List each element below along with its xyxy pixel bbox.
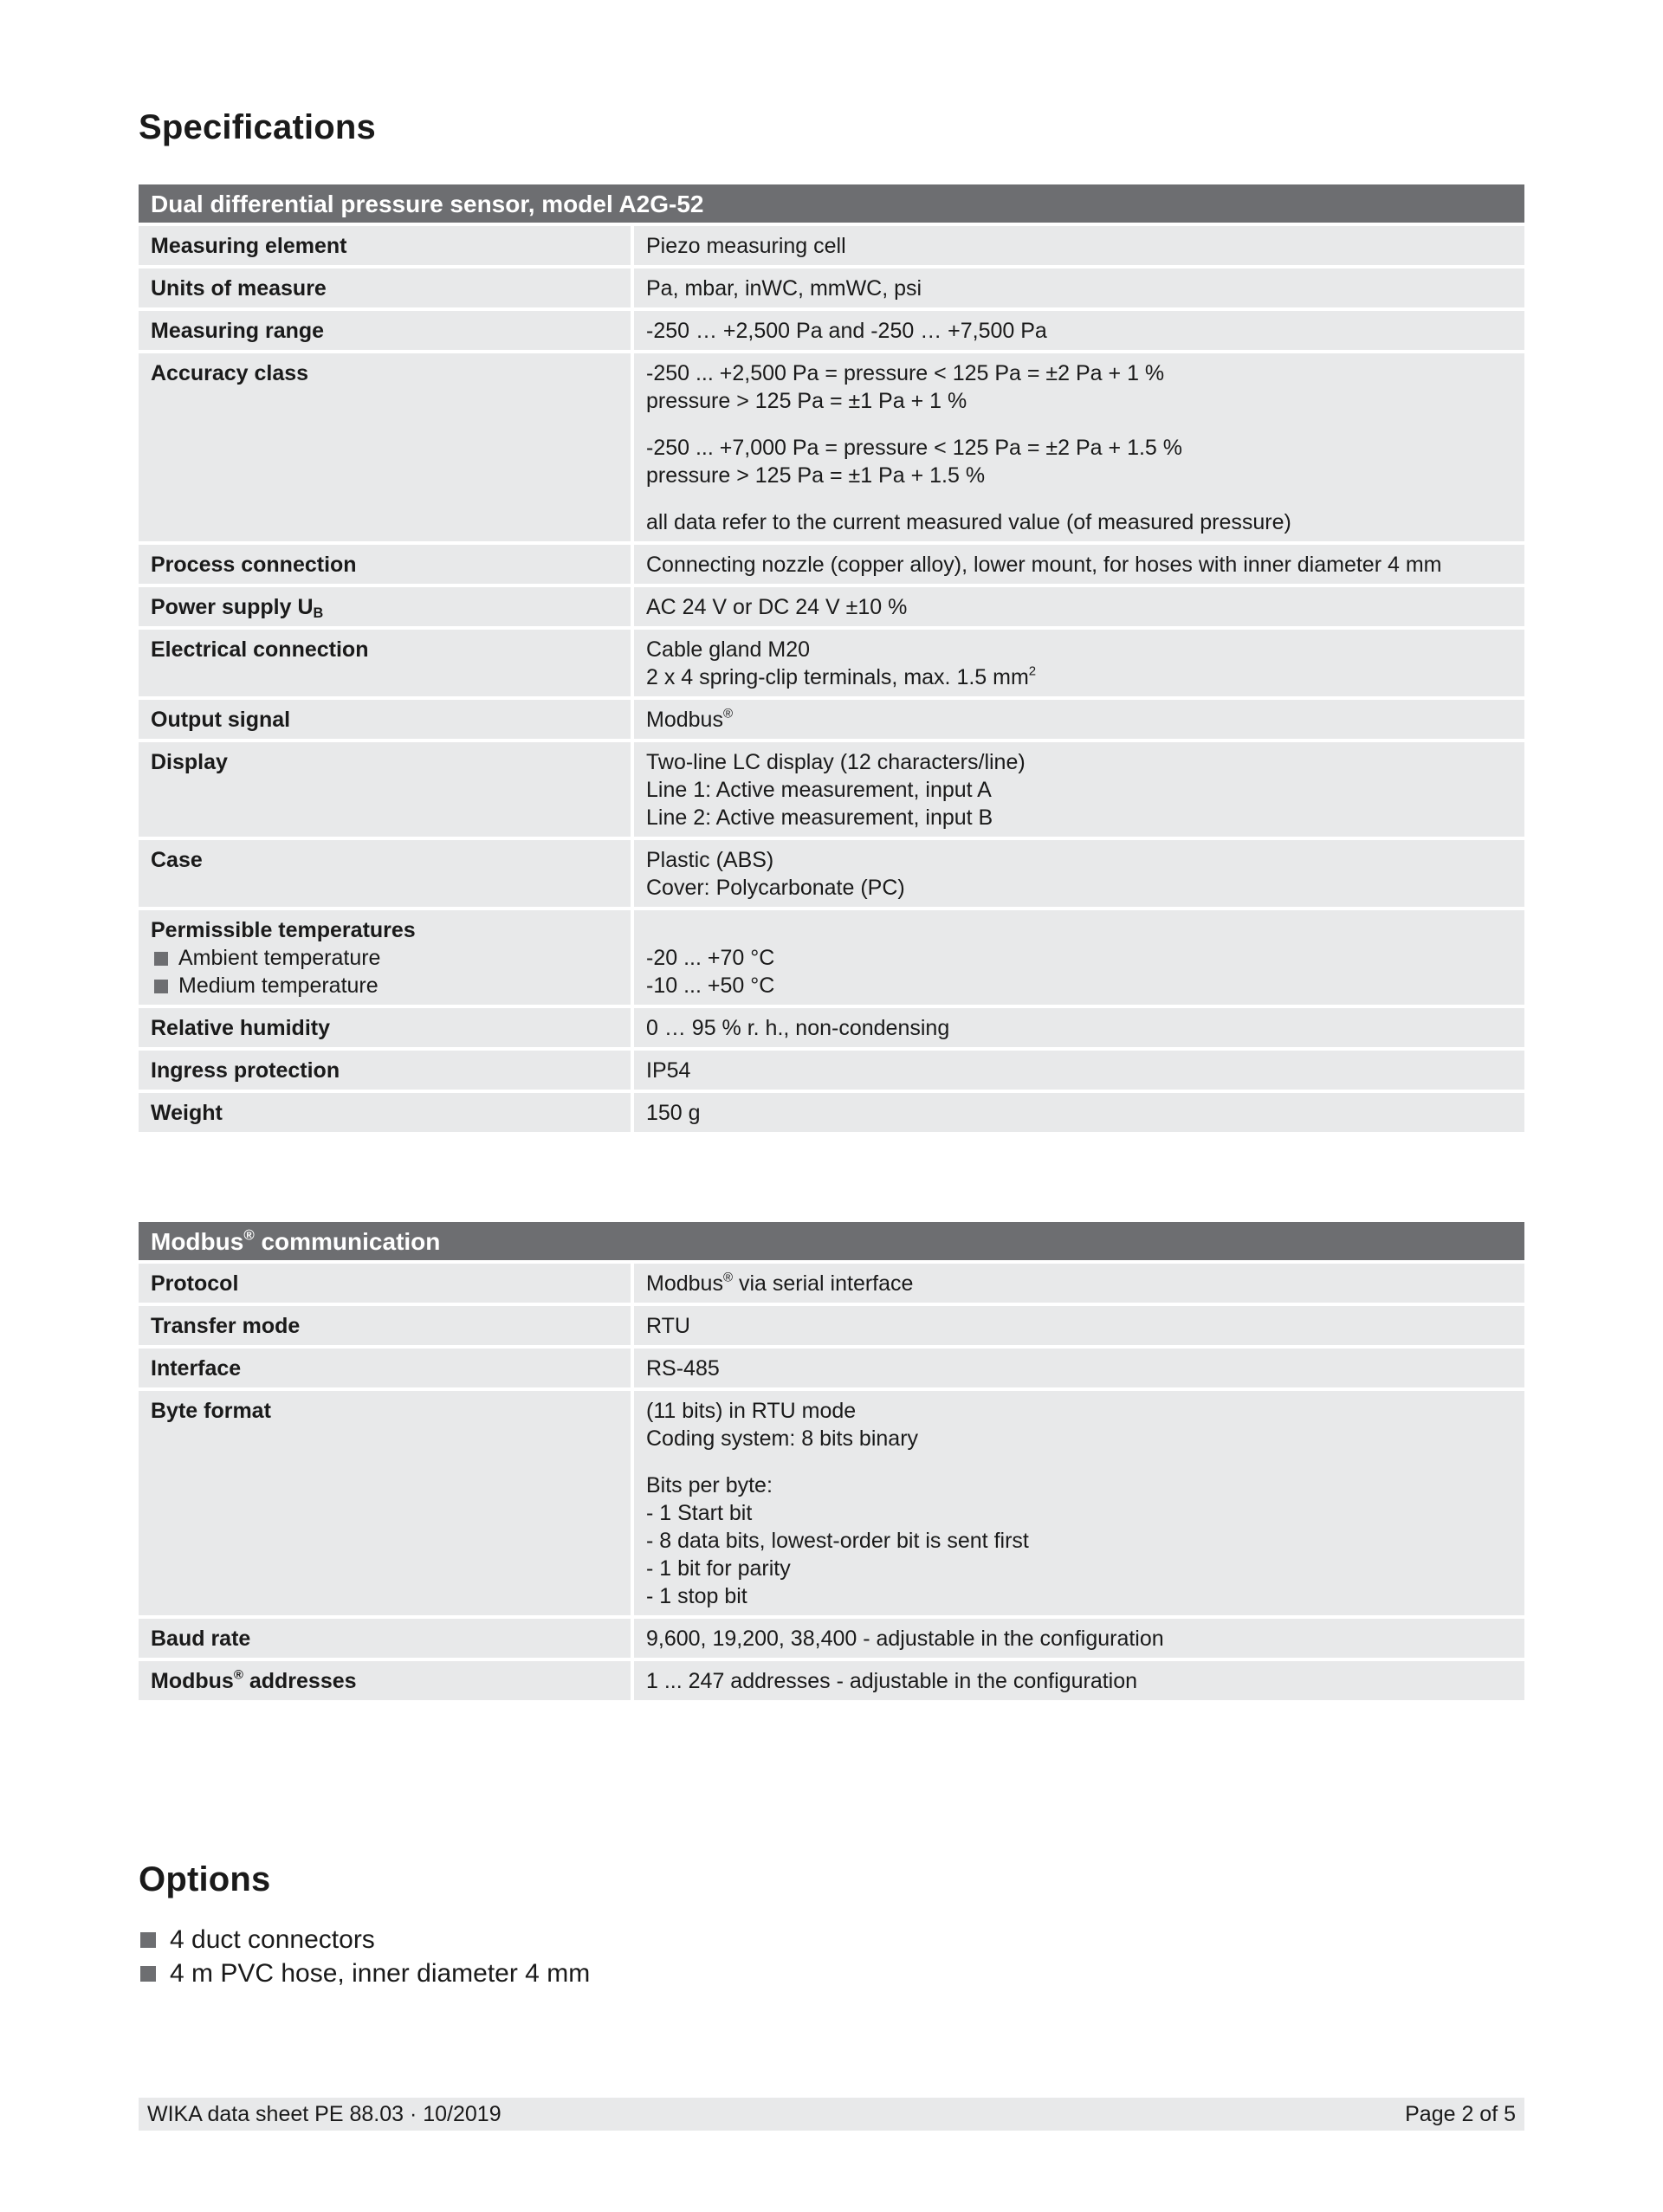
value-line: -250 ... +2,500 Pa = pressure < 125 Pa = ±2 Pa + 1 % [646,361,1165,385]
row-value [634,739,1524,837]
list-item: 4 duct connectors [139,1923,590,1957]
sensor-table-title: Dual differential pressure sensor, model A2G-52 [139,184,1524,223]
row-label: Output signal [139,696,634,739]
value-line: Line 1: Active measurement, input A [646,778,992,802]
table-row [139,1090,1524,1132]
list-item: 4 m PVC hose, inner diameter 4 mm [139,1957,590,1990]
row-value: 150 g [634,1090,1524,1132]
row-label: Measuring range [139,307,634,350]
table-row [139,1345,1524,1387]
row-label [139,584,634,626]
row-label [139,1658,634,1700]
row-value: 0 … 95 % r. h., non-condensing [634,1005,1524,1047]
value-line: Two-line LC display (12 characters/line) [646,750,1026,774]
row-value [634,626,1524,696]
value-line: pressure > 125 Pa = ±1 Pa + 1 % [646,389,967,413]
label-text: Modbus [151,1669,234,1693]
row-label: Weight [139,1090,634,1132]
value-line: Bits per byte: [646,1473,773,1497]
row-label: Units of measure [139,265,634,307]
row-value: IP54 [634,1047,1524,1090]
value-line: -20 ... +70 °C [646,946,775,970]
registered-mark: ® [722,706,734,721]
table-row [139,541,1524,584]
specifications-title: Specifications [139,108,376,146]
row-label: Baud rate [139,1615,634,1658]
page-footer [139,2098,1524,2131]
value-line: Coding system: 8 bits binary [646,1426,919,1451]
value-line: -10 ... +50 °C [646,973,775,998]
table-row [139,1658,1524,1700]
table-row [139,1047,1524,1090]
row-value [634,1260,1524,1303]
value-line [646,663,1512,691]
registered-mark: ® [722,1270,734,1285]
row-label: Relative humidity [139,1005,634,1047]
title-suffix: communication [254,1228,441,1255]
table-row [139,626,1524,696]
row-value: Piezo measuring cell [634,223,1524,265]
row-value: 1 ... 247 addresses - adjustable in the configuration [634,1658,1524,1700]
value-suffix: via serial interface [733,1271,914,1296]
value-line: - 1 Start bit [646,1501,753,1525]
row-label [139,907,634,1005]
value-line: Cover: Polycarbonate (PC) [646,876,905,900]
row-value [634,837,1524,907]
table-row [139,584,1524,626]
value-line: (11 bits) in RTU mode [646,1399,857,1423]
table-row [139,739,1524,837]
table-row [139,307,1524,350]
value-text: 2 x 4 spring-clip terminals, max. 1.5 mm [646,665,1029,689]
table-row [139,350,1524,541]
row-label: Measuring element [139,223,634,265]
label-subscript: B [313,605,324,622]
label-text: Power supply U [151,595,314,619]
value-line: all data refer to the current measured value (of measured pressure) [646,510,1291,534]
sub-label-medium: Medium temperature [151,972,618,999]
title-text: Modbus [151,1228,244,1255]
row-label: Display [139,739,634,837]
label-text: Permissible temperatures [151,918,416,942]
footer-datasheet-ref: WIKA data sheet PE 88.03 · 10/2019 [147,2102,501,2126]
value-line: Cable gland M20 [646,637,811,662]
value-line: Line 2: Active measurement, input B [646,805,993,830]
row-value [634,350,1524,541]
row-value [634,1387,1524,1615]
table-row [139,265,1524,307]
sub-label-ambient: Ambient temperature [151,944,618,972]
row-label: Accuracy class [139,350,634,541]
table-row [139,1387,1524,1615]
modbus-spec-table [139,1222,1524,1700]
table-row [139,1615,1524,1658]
options-title: Options [139,1860,271,1898]
row-label: Interface [139,1345,634,1387]
row-label: Ingress protection [139,1047,634,1090]
value-line: pressure > 125 Pa = ±1 Pa + 1.5 % [646,463,986,488]
value-line: -250 ... +7,000 Pa = pressure < 125 Pa = ±2 Pa + 1.5 % [646,436,1182,460]
row-label: Transfer mode [139,1303,634,1345]
row-value: 9,600, 19,200, 38,400 - adjustable in the configuration [634,1615,1524,1658]
footer-page-number: Page 2 of 5 [1405,2102,1516,2126]
row-value [634,696,1524,739]
table-row [139,1303,1524,1345]
table-row [139,696,1524,739]
modbus-table-title [139,1222,1524,1260]
row-value: RS-485 [634,1345,1524,1387]
value-line: - 1 stop bit [646,1584,747,1608]
row-value: Connecting nozzle (copper alloy), lower mount, for hoses with inner diameter 4 mm [634,541,1524,584]
sensor-spec-table [139,184,1524,1132]
table-row [139,1005,1524,1047]
options-list [139,1923,590,1990]
registered-mark: ® [243,1226,255,1244]
row-value: AC 24 V or DC 24 V ±10 % [634,584,1524,626]
row-label: Electrical connection [139,626,634,696]
table-row [139,837,1524,907]
label-suffix: addresses [243,1669,357,1693]
registered-mark: ® [233,1667,243,1683]
table-row [139,223,1524,265]
value-superscript: 2 [1028,663,1037,679]
row-value: RTU [634,1303,1524,1345]
row-label: Protocol [139,1260,634,1303]
row-label: Case [139,837,634,907]
row-value: Pa, mbar, inWC, mmWC, psi [634,265,1524,307]
row-label: Process connection [139,541,634,584]
table-row [139,1260,1524,1303]
value-text: Modbus [646,708,723,732]
value-line: - 1 bit for parity [646,1556,791,1581]
table-row [139,907,1524,1005]
row-value: -250 … +2,500 Pa and -250 … +7,500 Pa [634,307,1524,350]
row-label: Byte format [139,1387,634,1615]
value-line: Plastic (ABS) [646,848,774,872]
value-line: - 8 data bits, lowest-order bit is sent first [646,1529,1029,1553]
value-text: Modbus [646,1271,723,1296]
row-value [634,907,1524,1005]
